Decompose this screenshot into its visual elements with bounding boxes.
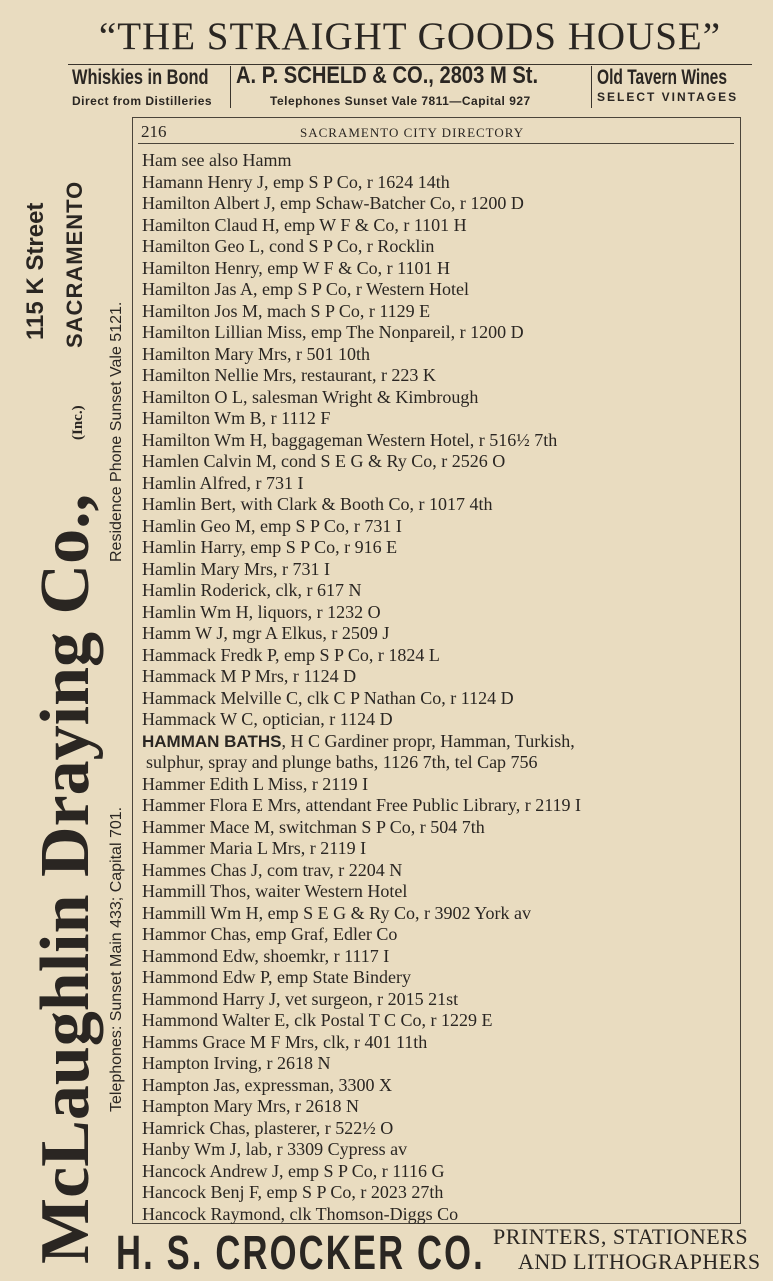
directory-entry: Hammer Mace M, switchman S P Co, r 504 7th — [142, 816, 485, 837]
directory-entry: Hancock Andrew J, emp S P Co, r 1116 G — [142, 1160, 445, 1181]
directory-entry: Hammill Thos, waiter Western Hotel — [142, 881, 408, 901]
directory-entry: Hamm W J, mgr A Elkus, r 2509 J — [142, 623, 390, 643]
entry-business-name: HAMMAN BATHS — [142, 731, 282, 751]
directory-entry: Hamlin Alfred, r 731 I — [142, 472, 304, 493]
directory-entry: Hamilton Jos M, mach S P Co, r 1129 E — [142, 300, 431, 321]
directory-entry: Hamrick Chas, plasterer, r 522½ O — [142, 1117, 394, 1138]
directory-entry: Hampton Mary Mrs, r 2618 N — [142, 1096, 359, 1116]
directory-entry: Hammer Edith L Miss, r 2119 I — [142, 773, 369, 794]
directory-entry: Hamms Grace M F Mrs, clk, r 401 11th — [142, 1031, 428, 1052]
margin-ad-street: 115 K Street — [22, 202, 49, 340]
margin-ad-telephones: Telephones: Sunset Main 433; Capital 701. — [108, 806, 125, 1112]
directory-entry: Hammack M P Mrs, r 1124 D — [142, 666, 357, 686]
margin-ad-residence-phone: Residence Phone Sunset Vale 5121. — [108, 301, 125, 562]
directory-entry: Hamilton Geo L, cond S P Co, r Rocklin — [142, 236, 435, 256]
directory-entry: Hamilton Lillian Miss, emp The Nonpareil, r 1200 D — [142, 322, 524, 342]
margin-ad-city: SACRAMENTO — [62, 180, 87, 348]
margin-ad-company: McLaughlin Draying Co., — [27, 493, 104, 1264]
directory-entry: Hammer Flora E Mrs, attendant Free Public Library, r 2119 I — [142, 795, 582, 815]
directory-entry: Hammond Edw P, emp State Bindery — [142, 967, 411, 987]
directory-entry: Hammond Edw, shoemkr, r 1117 I — [142, 945, 390, 966]
margin-ad-inc: (Inc.) — [70, 405, 86, 440]
page-header: SACRAMENTO CITY DIRECTORY — [300, 125, 525, 140]
directory-entries — [142, 150, 742, 1225]
directory-entry: Hammond Harry J, vet surgeon, r 2015 21st — [142, 988, 459, 1009]
tavern-ad-subline: SELECT VINTAGES — [597, 90, 739, 104]
banner-divider — [591, 66, 592, 108]
directory-entry: Hamlin Roderick, clk, r 617 N — [142, 580, 362, 600]
directory-entry: HAMMAN BATHS, H C Gardiner propr, Hamman, Turkish, — [142, 730, 575, 751]
directory-entry: Hancock Benj F, emp S P Co, r 2023 27th — [142, 1182, 444, 1202]
directory-entry: Hanby Wm J, lab, r 3309 Cypress av — [142, 1139, 408, 1159]
header-rule — [138, 143, 734, 144]
directory-entry: Hammack W C, optician, r 1124 D — [142, 709, 393, 729]
directory-entry: Hamlin Mary Mrs, r 731 I — [142, 558, 330, 579]
directory-entry: Hamilton Wm H, baggageman Western Hotel, r 516½ 7th — [142, 429, 558, 450]
directory-entry: Hamilton Jas A, emp S P Co, r Western Hotel — [142, 279, 470, 299]
directory-entry: Hammill Wm H, emp S E G & Ry Co, r 3902 York av — [142, 902, 531, 923]
directory-entry: Hamann Henry J, emp S P Co, r 1624 14th — [142, 171, 450, 192]
scheld-ad-headline: A. P. SCHELD & CO., 2803 M St. — [236, 62, 539, 89]
directory-entry: Hamilton Henry, emp W F & Co, r 1101 H — [142, 257, 450, 278]
directory-entry: Hammack Fredk P, emp S P Co, r 1824 L — [142, 644, 440, 665]
whiskies-ad-headline: Whiskies in Bond — [72, 66, 209, 89]
directory-entry: Hamilton Mary Mrs, r 501 10th — [142, 343, 370, 364]
whiskies-ad-subline: Direct from Distilleries — [72, 94, 213, 108]
directory-entry: Hamlin Wm H, liquors, r 1232 O — [142, 601, 381, 622]
footer-company: H. S. CROCKER CO. — [116, 1227, 485, 1280]
directory-entry: Hammack Melville C, clk C P Nathan Co, r 1124 D — [142, 687, 514, 708]
directory-entry: Hammes Chas J, com trav, r 2204 N — [142, 859, 403, 880]
directory-entry: Hamlin Geo M, emp S P Co, r 731 I — [142, 515, 402, 536]
directory-entry: Hamlin Harry, emp S P Co, r 916 E — [142, 537, 398, 557]
directory-entry: Hamilton Nellie Mrs, restaurant, r 223 K — [142, 365, 436, 385]
footer-line-2: AND LITHOGRAPHERS — [518, 1249, 761, 1274]
directory-entry: Hammond Walter E, clk Postal T C Co, r 1229 E — [142, 1010, 493, 1030]
directory-entry: Hamlen Calvin M, cond S E G & Ry Co, r 2526 O — [142, 451, 506, 471]
banner-title: “THE STRAIGHT GOODS HOUSE” — [98, 15, 722, 58]
directory-entry: Hampton Irving, r 2618 N — [142, 1053, 331, 1073]
directory-entry: Hancock Raymond, clk Thomson-Diggs Co — [142, 1203, 459, 1224]
footer-line-1: PRINTERS, STATIONERS — [493, 1224, 749, 1249]
directory-entry: Hampton Jas, expressman, 3300 X — [142, 1074, 392, 1095]
tavern-ad-headline: Old Tavern Wines — [597, 66, 727, 89]
scheld-ad-telephones: Telephones Sunset Vale 7811—Capital 927 — [270, 94, 531, 108]
directory-entry: Ham see also Hamm — [142, 150, 292, 170]
banner-divider — [230, 66, 231, 108]
directory-entry: Hammor Chas, emp Graf, Edler Co — [142, 924, 398, 944]
directory-entry: Hamilton Wm B, r 1112 F — [142, 408, 331, 428]
directory-entry: sulphur, spray and plunge baths, 1126 7th, tel Cap 756 — [146, 752, 538, 772]
directory-entry: Hammer Maria L Mrs, r 2119 I — [142, 838, 367, 858]
page-number: 216 — [141, 122, 167, 141]
directory-entry: Hamilton Albert J, emp Schaw-Batcher Co, r 1200 D — [142, 193, 524, 213]
directory-entry: Hamilton O L, salesman Wright & Kimbrough — [142, 386, 479, 407]
directory-entry: Hamilton Claud H, emp W F & Co, r 1101 H — [142, 214, 467, 235]
directory-entry: Hamlin Bert, with Clark & Booth Co, r 1017 4th — [142, 494, 493, 514]
